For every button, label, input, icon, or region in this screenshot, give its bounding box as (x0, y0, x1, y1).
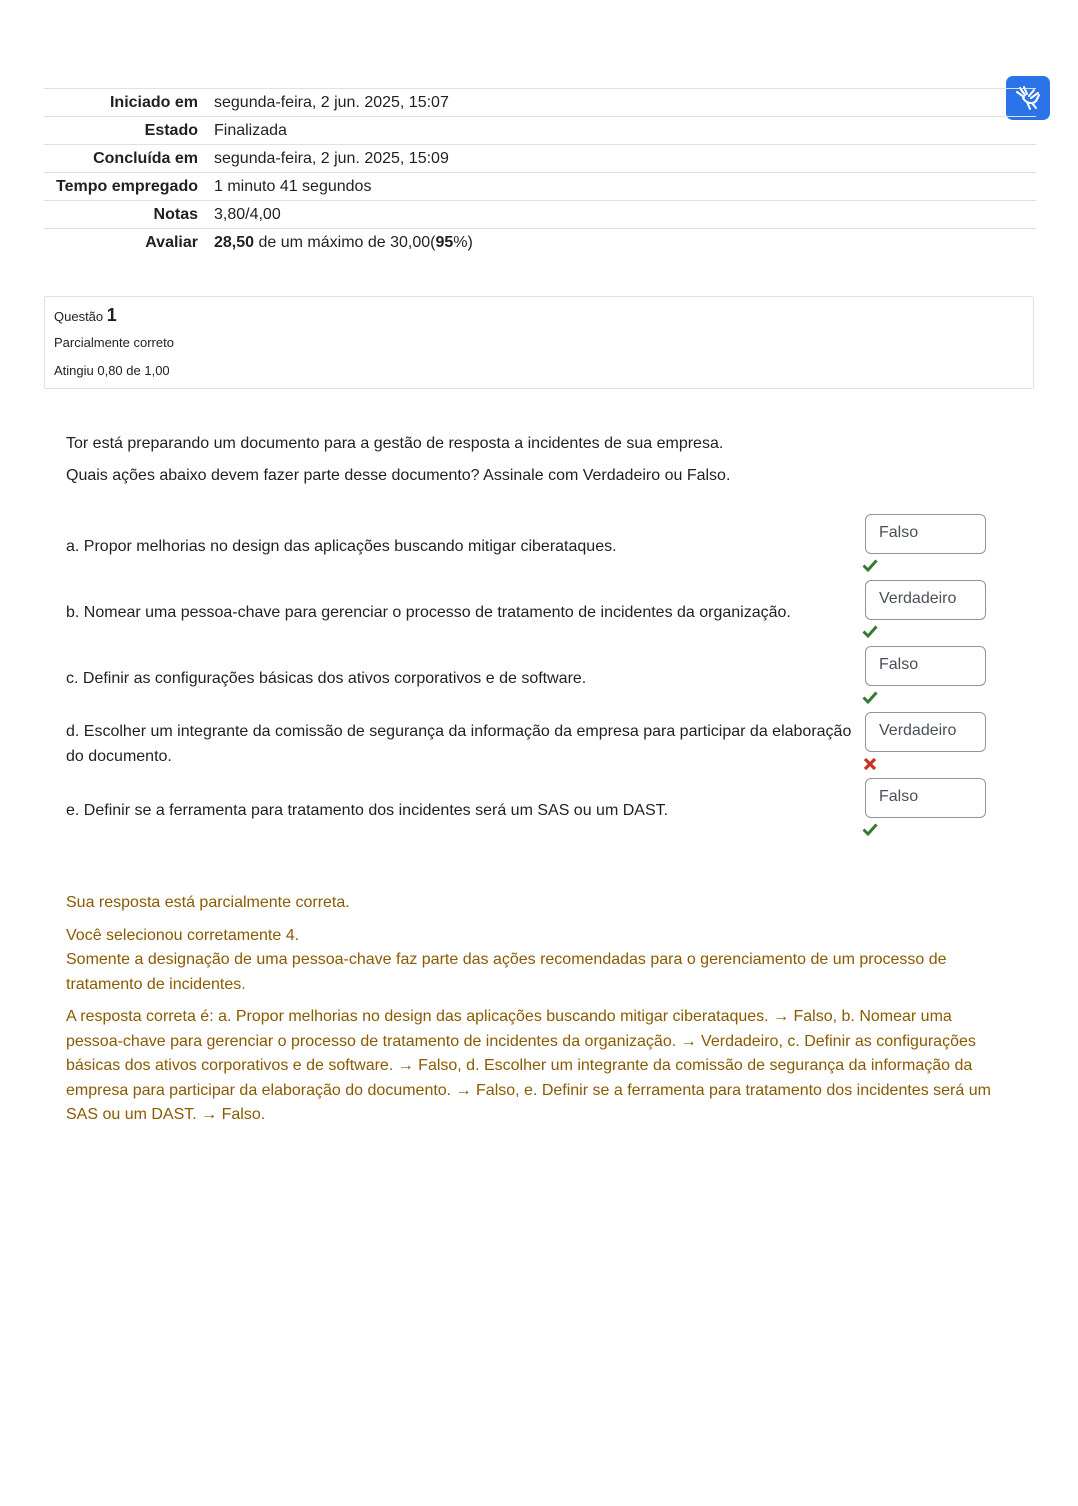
summary-label: Avaliar (44, 229, 214, 257)
question-number (54, 305, 117, 326)
feedback-right-answer: A resposta correta é: a. Propor melhorias no design das aplicações buscando mitigar ciberataques. → Falso, b. Nomear uma pessoa-chave para gerenciar o processo de tratamento de incidentes da organização. → Verdadeiro, c. Definir as configurações básicas dos ativos corporativos e de software. → Falso, d. Escolher um integrante da comissão de segurança da informação da empresa para participar da elaboração do documento. → Falso, e. Definir se a ferramenta para tratamento dos incidentes será um SAS ou um DAST. → Falso. (66, 1008, 991, 1123)
summary-label: Iniciado em (44, 89, 214, 117)
summary-value: segunda-feira, 2 jun. 2025, 15:09 (214, 145, 1036, 173)
answer-select[interactable]: Verdadeiro (865, 712, 986, 752)
question-state: Parcialmente correto (54, 335, 174, 350)
summary-label: Estado (44, 117, 214, 145)
attempt-summary-table (44, 88, 1036, 256)
summary-row (44, 145, 1036, 173)
answer-select[interactable]: Falso (865, 514, 986, 554)
question-item: d. Escolher um integrante da comissão de segurança da informação da empresa para participar da elaboração do documento. (66, 723, 852, 765)
question-grade: Atingiu 0,80 de 1,00 (54, 363, 170, 378)
question-prompt: Quais ações abaixo devem fazer parte desse documento? Assinale com Verdadeiro ou Falso. (66, 467, 731, 484)
answer-select[interactable]: Falso (865, 778, 986, 818)
summary-label: Tempo empregado (44, 173, 214, 201)
question-number-value: 1 (106, 305, 117, 325)
summary-label: Concluída em (44, 145, 214, 173)
summary-value (214, 229, 1036, 257)
question-item: c. Definir as configurações básicas dos ativos corporativos e de software. (66, 670, 587, 687)
question-prefix: Questão (54, 309, 104, 324)
question-item: e. Definir se a ferramenta para tratamento dos incidentes será um SAS ou um DAST. (66, 802, 669, 819)
feedback-selected: Você selecionou corretamente 4. (66, 927, 300, 944)
summary-row (44, 173, 1036, 201)
summary-label: Notas (44, 201, 214, 229)
check-icon (862, 689, 878, 705)
summary-value: segunda-feira, 2 jun. 2025, 15:07 (214, 89, 1036, 117)
question-info-box (44, 296, 1034, 389)
question-text: Tor está preparando um documento para a gestão de resposta a incidentes de sua empresa. (66, 435, 724, 452)
summary-row (44, 89, 1036, 117)
grade-score: 28,50 (214, 234, 255, 251)
summary-value: 3,80/4,00 (214, 201, 1036, 229)
cross-icon (862, 756, 878, 772)
feedback-explanation: Somente a designação de uma pessoa-chave faz parte das ações recomendadas para o gerenciamento de um processo de tratamento de incidentes. (66, 951, 947, 993)
question-item: b. Nomear uma pessoa-chave para gerenciar o processo de tratamento de incidentes da organização. (66, 604, 791, 621)
summary-value: 1 minuto 41 segundos (214, 173, 1036, 201)
grade-percent: 95 (435, 234, 454, 251)
grade-suffix: %) (453, 234, 473, 251)
feedback-partial: Sua resposta está parcialmente correta. (66, 894, 350, 911)
grade-middle: de um máximo de 30,00( (254, 234, 436, 251)
summary-row (44, 117, 1036, 145)
summary-row (44, 201, 1036, 229)
question-item: a. Propor melhorias no design das aplicações buscando mitigar ciberataques. (66, 538, 617, 555)
summary-row-grade (44, 229, 1036, 257)
answer-select[interactable]: Verdadeiro (865, 580, 986, 620)
check-icon (862, 623, 878, 639)
check-icon (862, 557, 878, 573)
summary-value: Finalizada (214, 117, 1036, 145)
answer-select[interactable]: Falso (865, 646, 986, 686)
check-icon (862, 821, 878, 837)
